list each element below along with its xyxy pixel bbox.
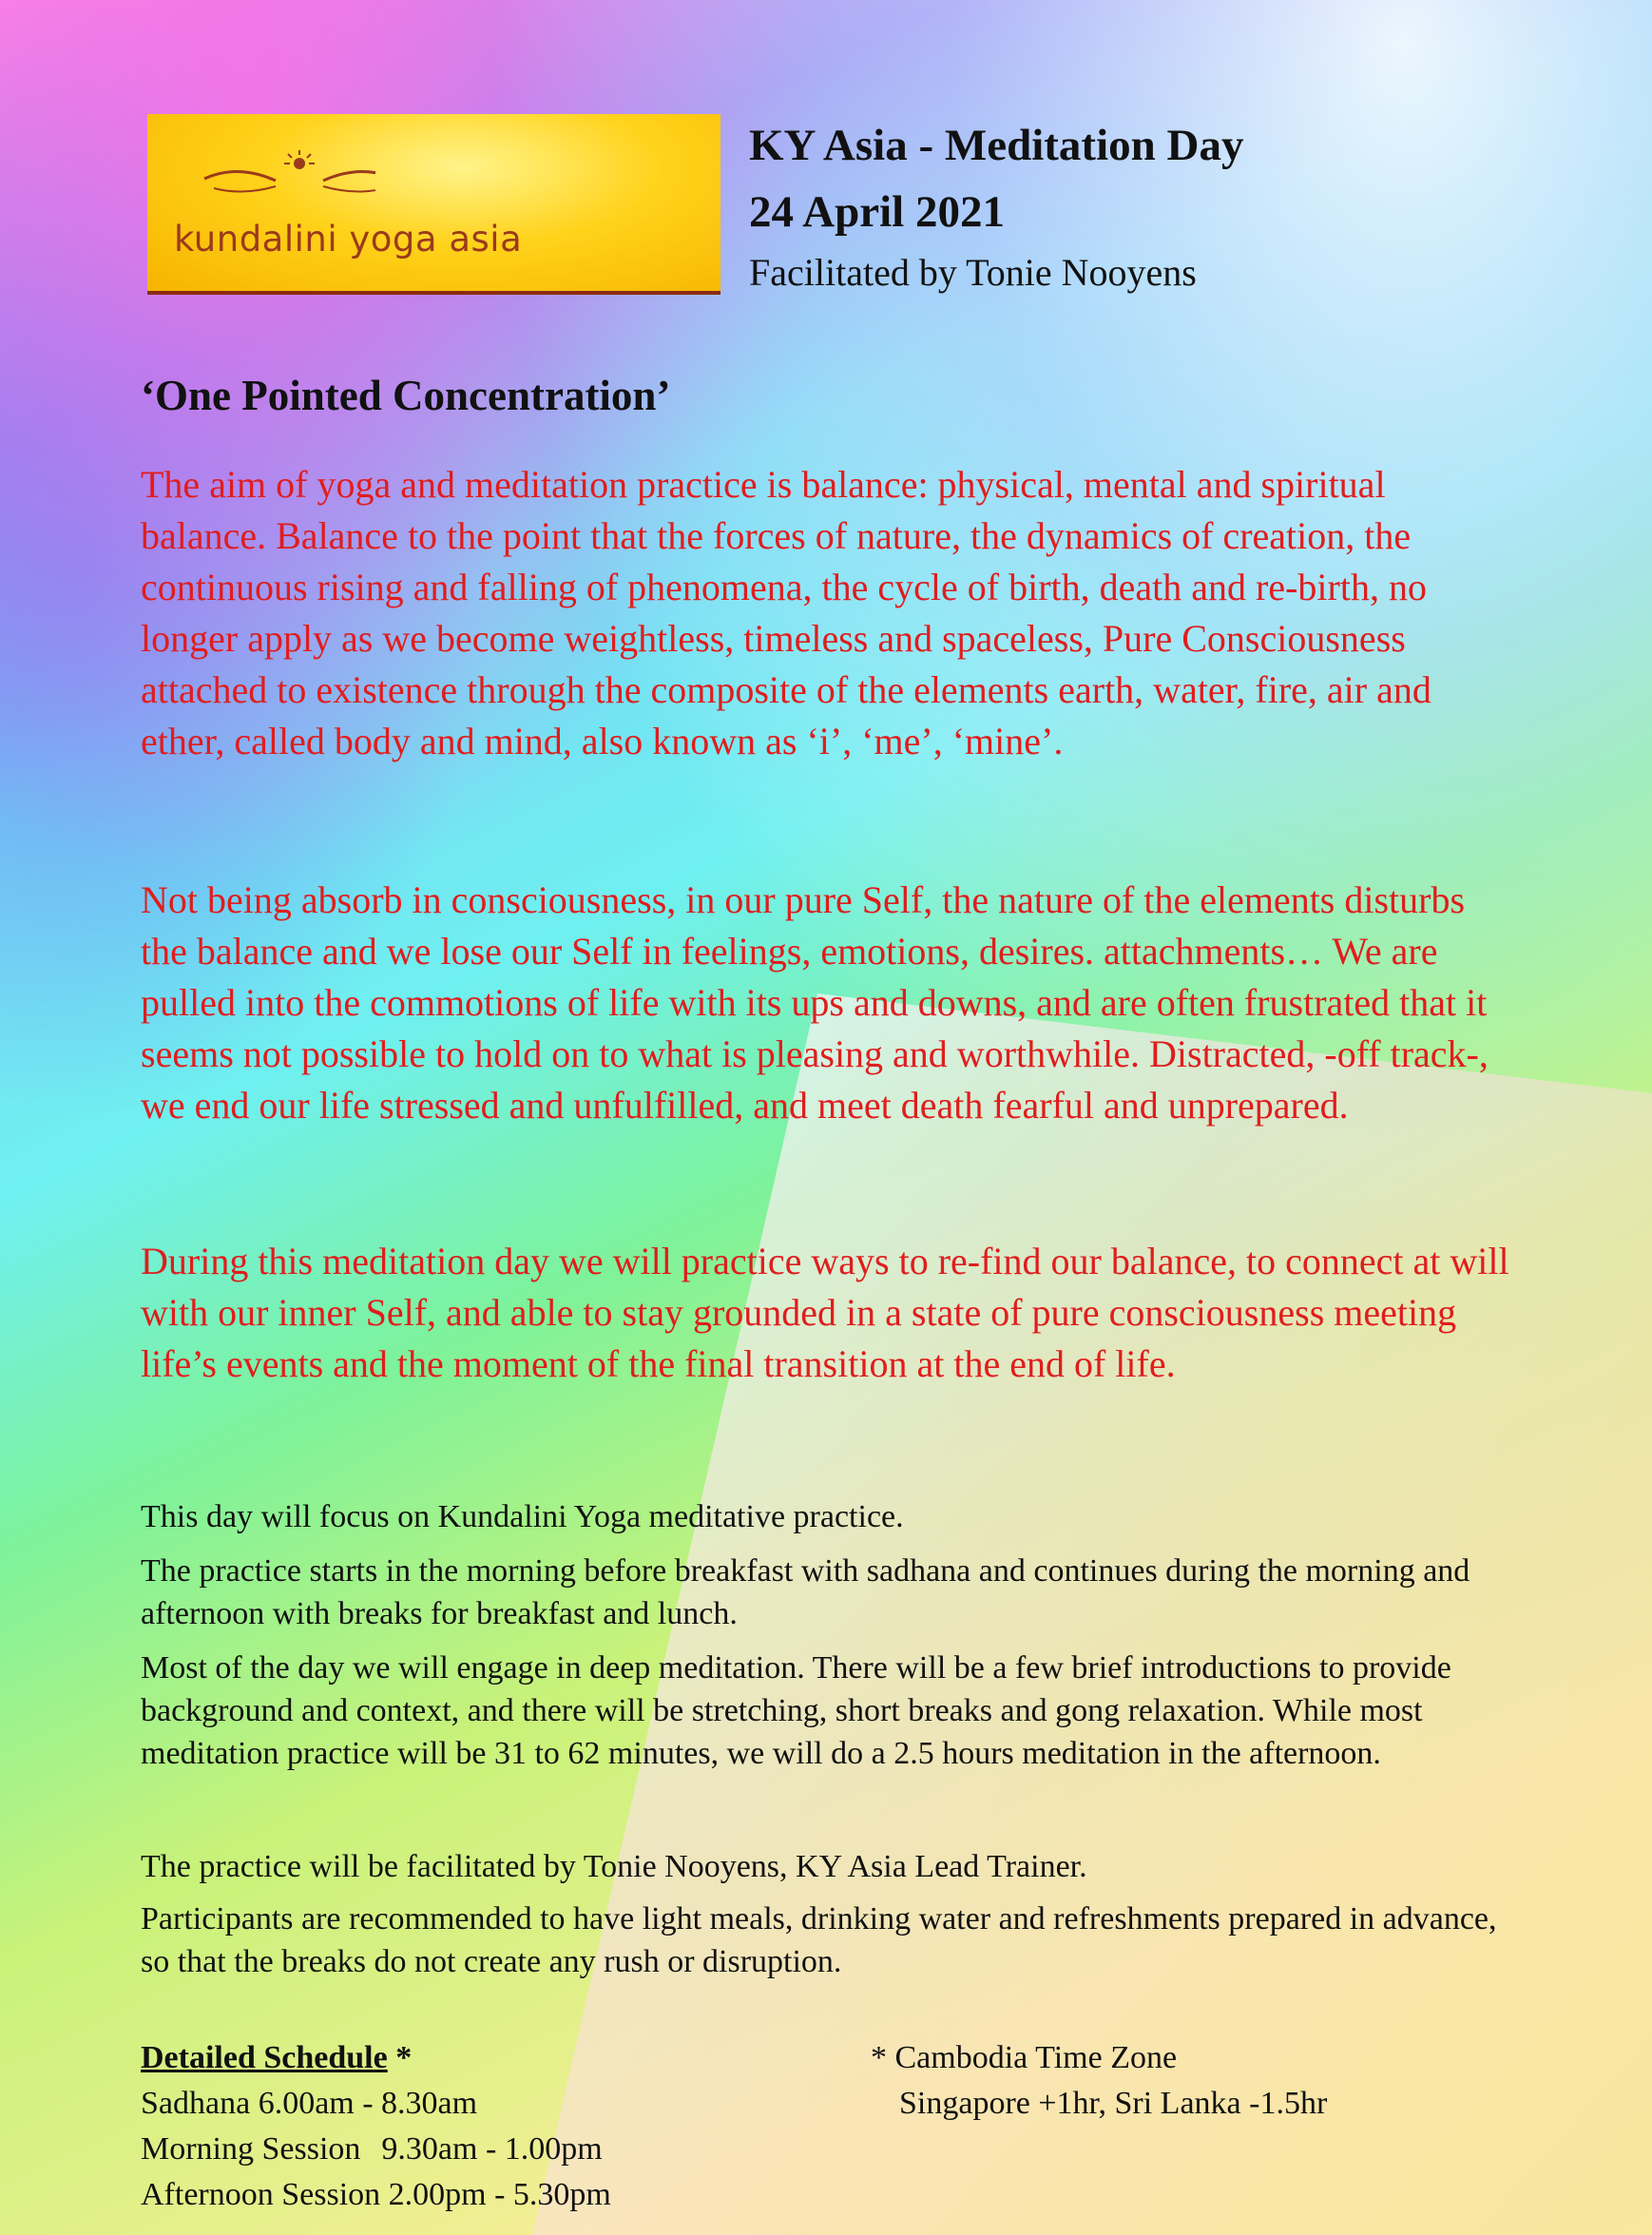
schedule-item [141,2128,603,2170]
schedule-item-label: Afternoon Session [141,2177,381,2212]
schedule-item [141,2082,477,2125]
section-title: ‘One Pointed Concentration’ [141,372,671,419]
schedule-heading-text: Detailed Schedule [141,2040,388,2075]
schedule-heading [141,2036,412,2079]
schedule-item-label: Sadhana [141,2086,251,2121]
schedule-item-time: 9.30am - 1.00pm [381,2131,603,2167]
schedule-item-time: 6.00am - 8.30am [258,2086,478,2121]
intro-paragraph-2: Not being absorb in consciousness, in our pure Self, the nature of the elements disturbs the balance and we lose our Self in feelings, emotions, desires. attachments… We are pulled into the commotions of life with its ups and downs, and are often frustrated that it seems not possible to hold on to what is pleasing and worthwhile. Distracted, -off track-, we end our life stressed and unfulfilled, and meet death fearful and unprepared. [141,878,1489,1127]
schedule-item [141,2173,611,2216]
details-paragraph-1: This day will focus on Kundalini Yoga meditative practice. [141,1499,904,1534]
timezone-note: * Cambodia Time Zone [871,2040,1178,2075]
event-title: KY Asia - Meditation Day [749,121,1244,170]
event-date: 24 April 2021 [749,187,1005,237]
details-paragraph-2: The practice starts in the morning before breakfast with sadhana and continues during the morning and afternoon with breaks for breakfast and lunch. [141,1553,1470,1631]
schedule-heading-marker: * [395,2040,413,2075]
intro-paragraph-3: During this meditation day we will practice ways to re-find our balance, to connect at will with our inner Self, and able to stay grounded in a state of pure consciousness meeting life’s events and the moment of the final transition at the end of life. [141,1240,1509,1385]
details-paragraph-3: Most of the day we will engage in deep meditation. There will be a few brief introductions to provide background and context, and there will be stretching, short breaks and gong relaxation. While most meditation practice will be 31 to 62 minutes, we will do a 2.5 hours meditation in the afternoon. [141,1650,1451,1771]
logo-text: kundalini yoga asia [174,219,523,260]
kundalini-yoga-asia-logo [147,114,720,295]
intro-paragraph-1: The aim of yoga and meditation practice is balance: physical, mental and spiritual balance. Balance to the point that the forces of nature, the dynamics of creation, the continuous rising and falling of phenomena, the cycle of birth, death and re-birth, no longer apply as we become weightless, timeless and spaceless, Pure Consciousness attached to existence through the composite of the elements earth, water, fire, air and ether, called body and mind, also known as ‘i’, ‘me’, ‘mine’. [141,463,1431,762]
schedule-item-time: 2.00pm - 5.30pm [388,2177,611,2212]
details-paragraph-5: Participants are recommended to have light meals, drinking water and refreshments prepared in advance, so that the breaks do not create any rush or disruption. [141,1901,1497,1979]
facilitator-line: Facilitated by Tonie Nooyens [749,251,1197,294]
schedule-item-label: Morning Session [141,2131,361,2167]
timezone-offsets: Singapore +1hr, Sri Lanka -1.5hr [899,2086,1328,2121]
details-paragraph-4: The practice will be facilitated by Tonie Nooyens, KY Asia Lead Trainer. [141,1849,1087,1884]
sun-lotus-eyes-icon [185,150,375,207]
